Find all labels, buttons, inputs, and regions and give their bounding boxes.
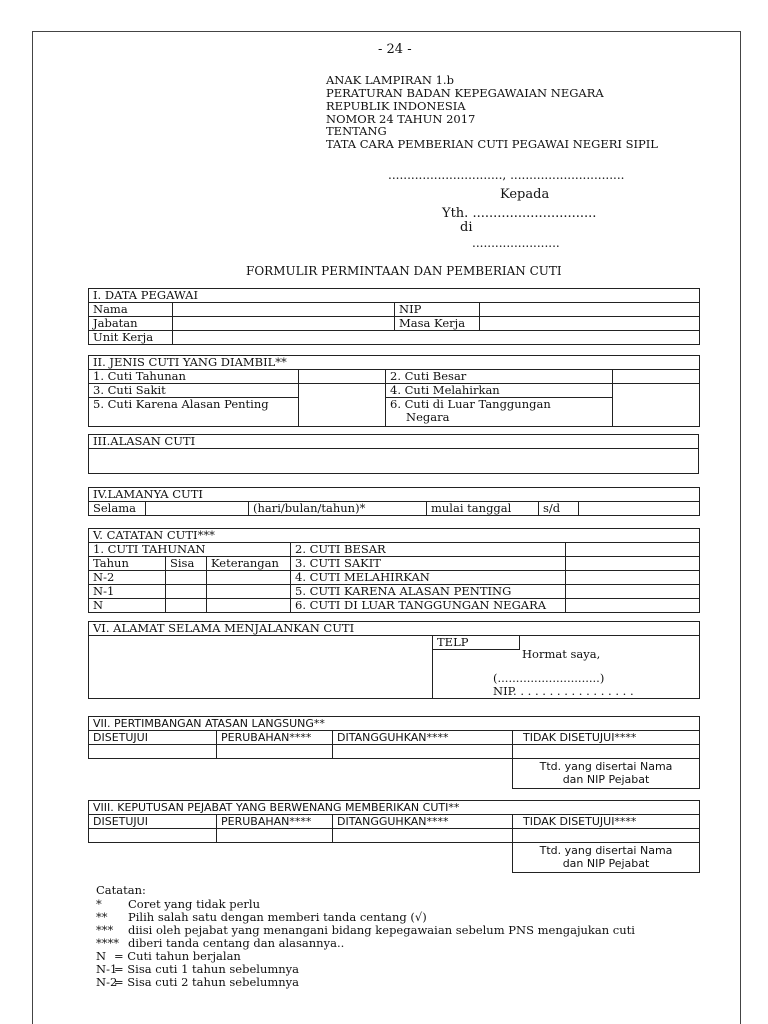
ditangguhkan-header: DITANGGUHKAN**** [333, 731, 513, 745]
tahun-header: Tahun [89, 557, 166, 571]
section-catatan-cuti [88, 528, 700, 613]
cuti-alasan-penting-label: 5. Cuti Karena Alasan Penting [89, 398, 299, 427]
disetujui-check[interactable] [89, 829, 217, 843]
header-line: PERATURAN BADAN KEPEGAWAIAN NEGARA [326, 86, 604, 100]
cuti-luar-tanggungan-field[interactable] [566, 599, 700, 613]
hormat-saya-label: Hormat saya, [522, 649, 601, 661]
sisa-header: Sisa [166, 557, 207, 571]
note-mark: ** [96, 910, 108, 924]
perubahan-header: PERUBAHAN**** [217, 731, 333, 745]
unit-kerja-label: Unit Kerja [89, 331, 173, 345]
alasan-cuti-field[interactable] [89, 449, 699, 474]
selama-field[interactable] [146, 502, 249, 516]
section-title: V. CATATAN CUTI*** [89, 529, 700, 543]
cuti-besar-check[interactable] [613, 370, 700, 384]
note-mark: N-1 [96, 962, 118, 976]
note-text: = Sisa cuti 2 tahun sebelumnya [114, 975, 300, 989]
cuti-melahirkan-label: 4. CUTI MELAHIRKAN [291, 571, 566, 585]
sisa-field[interactable] [166, 571, 207, 585]
ditangguhkan-check[interactable] [333, 745, 513, 759]
sisa-field[interactable] [166, 585, 207, 599]
ttd-line1: Ttd. yang disertai Nama [539, 844, 673, 857]
section-title: VIII. KEPUTUSAN PEJABAT YANG BERWENANG MEMBERIKAN CUTI** [89, 801, 700, 815]
cuti-luar-tanggungan-label: 6. CUTI DI LUAR TANGGUNGAN NEGARA [291, 599, 566, 613]
nama-label: Nama [89, 303, 173, 317]
page-number: - 24 - [378, 42, 412, 57]
header-line: ANAK LAMPIRAN 1.b [326, 73, 454, 87]
note-mark: * [96, 897, 102, 911]
masa-kerja-field[interactable] [480, 317, 700, 331]
cuti-besar-label: 2. CUTI BESAR [291, 543, 566, 557]
section-alasan-cuti [88, 434, 699, 474]
row-year-label: N-2 [89, 571, 166, 585]
telp-field[interactable] [520, 636, 700, 650]
perubahan-header: PERUBAHAN**** [217, 815, 333, 829]
disetujui-header: DISETUJUI [89, 815, 217, 829]
note-mark: *** [96, 923, 114, 937]
section-jenis-cuti [88, 355, 700, 427]
nama-field[interactable] [173, 303, 395, 317]
cuti-besar-label: 2. Cuti Besar [386, 370, 613, 384]
header-line: NOMOR 24 TAHUN 2017 [326, 112, 476, 126]
nip-label: NIP [395, 303, 480, 317]
row-year-label: N-1 [89, 585, 166, 599]
note-text: diberi tanda centang dan alasannya.. [128, 936, 345, 950]
notes-title: Catatan: [96, 883, 146, 897]
cuti-melahirkan-field[interactable] [566, 571, 700, 585]
nip-field[interactable] [480, 303, 700, 317]
alamat-field[interactable] [89, 636, 433, 699]
yth-field[interactable]: Yth. .............................. [442, 206, 597, 221]
header-line: REPUBLIK INDONESIA [326, 99, 466, 113]
location-field[interactable]: ....................... [472, 236, 560, 250]
mulai-tanggal-label: mulai tanggal [427, 502, 539, 516]
telp-label: TELP [433, 636, 520, 650]
header-line: TATA CARA PEMBERIAN CUTI PEGAWAI NEGERI SIPIL [326, 137, 658, 151]
cuti-tahunan-check[interactable] [299, 370, 386, 384]
cuti-sakit-field[interactable] [566, 557, 700, 571]
nip-signature-field[interactable]: NIP. . . . . . . . . . . . . . . . . [493, 684, 634, 698]
section-data-pegawai [88, 288, 700, 345]
blank [89, 759, 513, 789]
note-text: Coret yang tidak perlu [128, 897, 260, 911]
section-title: VII. PERTIMBANGAN ATASAN LANGSUNG** [89, 717, 700, 731]
sd-label: s/d [539, 502, 579, 516]
perubahan-check[interactable] [217, 745, 333, 759]
cuti-melahirkan-label: 4. Cuti Melahirkan [386, 384, 613, 398]
ttd-pejabat-box[interactable] [513, 843, 700, 873]
jabatan-label: Jabatan [89, 317, 173, 331]
sisa-field[interactable] [166, 599, 207, 613]
disetujui-header: DISETUJUI [89, 731, 217, 745]
note-mark: N [96, 949, 107, 963]
signature-line[interactable]: (............................) [493, 671, 605, 685]
cuti-sakit-label: 3. CUTI SAKIT [291, 557, 566, 571]
blank [89, 843, 513, 873]
row-year-label: N [89, 599, 166, 613]
note-text: = Sisa cuti 1 tahun sebelumnya [114, 962, 300, 976]
cuti-luar-tanggungan-label [386, 398, 613, 427]
section-title: IV.LAMANYA CUTI [89, 488, 700, 502]
tidak-disetujui-check[interactable] [513, 745, 700, 759]
note-text: diisi oleh pejabat yang menangani bidang kepegawaian sebelum PNS mengajukan cuti [128, 923, 635, 937]
cuti-sakit-label: 3. Cuti Sakit [89, 384, 299, 398]
perubahan-check[interactable] [217, 829, 333, 843]
header-line: TENTANG [326, 124, 387, 138]
unit-label: (hari/bulan/tahun)* [249, 502, 427, 516]
place-date-field[interactable]: .............................., .............................. [388, 168, 625, 182]
section-pertimbangan-atasan [88, 716, 700, 789]
cuti-melahirkan-check[interactable] [613, 384, 700, 427]
section-title: III.ALASAN CUTI [89, 435, 699, 449]
ttd-line1: Ttd. yang disertai Nama [539, 760, 673, 773]
tidak-disetujui-header: TIDAK DISETUJUI**** [513, 815, 700, 829]
ttd-line2: dan NIP Pejabat [562, 773, 650, 786]
keterangan-header: Keterangan [207, 557, 291, 571]
note-mark: N-2 [96, 975, 118, 989]
cuti-luar-tanggungan-line1: 6. Cuti di Luar Tanggungan [390, 397, 551, 411]
selama-label: Selama [89, 502, 146, 516]
ttd-line2: dan NIP Pejabat [562, 857, 650, 870]
unit-kerja-field[interactable] [173, 331, 700, 345]
tidak-disetujui-header: TIDAK DISETUJUI**** [513, 731, 700, 745]
note-text: Pilih salah satu dengan memberi tanda centang (√) [128, 910, 427, 924]
jabatan-field[interactable] [173, 317, 395, 331]
cuti-luar-tanggungan-line2: Negara [406, 410, 450, 424]
keterangan-field[interactable] [207, 571, 291, 585]
ttd-atasan-box[interactable] [513, 759, 700, 789]
ditangguhkan-check[interactable] [333, 829, 513, 843]
form-title: FORMULIR PERMINTAAN DAN PEMBERIAN CUTI [246, 264, 562, 278]
kepada-label: Kepada [500, 187, 550, 202]
di-label: di [460, 220, 473, 235]
cuti-alasan-penting-field[interactable] [566, 585, 700, 599]
section-alamat [88, 621, 700, 699]
signature-box [433, 650, 700, 699]
note-mark: **** [96, 936, 119, 950]
section-title: I. DATA PEGAWAI [89, 289, 700, 303]
cuti-alasan-penting-label: 5. CUTI KARENA ALASAN PENTING [291, 585, 566, 599]
cuti-tahunan-label: 1. Cuti Tahunan [89, 370, 299, 384]
tidak-disetujui-check[interactable] [513, 829, 700, 843]
ditangguhkan-header: DITANGGUHKAN**** [333, 815, 513, 829]
note-text: = Cuti tahun berjalan [114, 949, 241, 963]
section-title: II. JENIS CUTI YANG DIAMBIL** [89, 356, 700, 370]
cuti-besar-field[interactable] [566, 543, 700, 557]
keterangan-field[interactable] [207, 585, 291, 599]
disetujui-check[interactable] [89, 745, 217, 759]
masa-kerja-label: Masa Kerja [395, 317, 480, 331]
section-lamanya-cuti [88, 487, 700, 516]
keterangan-field[interactable] [207, 599, 291, 613]
cuti-sakit-check[interactable] [299, 384, 386, 427]
section-title: VI. ALAMAT SELAMA MENJALANKAN CUTI [89, 622, 700, 636]
section-keputusan-pejabat [88, 800, 700, 873]
sd-field[interactable] [579, 502, 700, 516]
cuti-tahunan-header: 1. CUTI TAHUNAN [89, 543, 291, 557]
